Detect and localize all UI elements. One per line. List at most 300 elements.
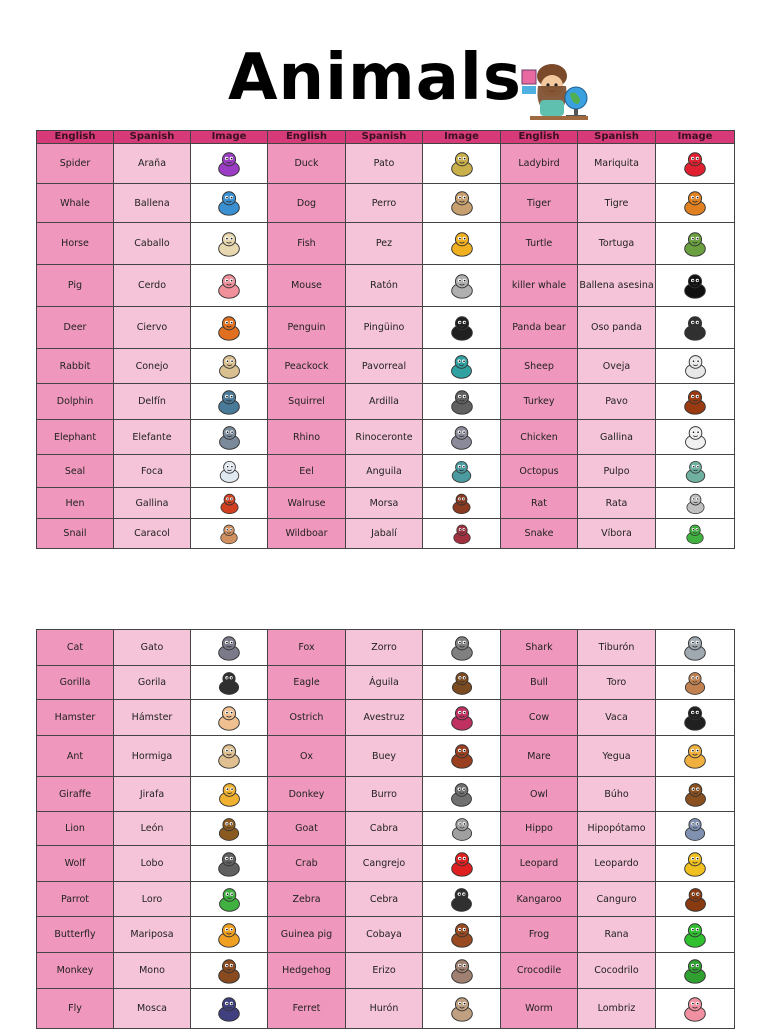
monkey-icon [214, 956, 244, 986]
english-word-bull: Bull [501, 666, 578, 700]
image-cell [423, 736, 501, 777]
english-word-fish: Fish [268, 223, 346, 265]
rabbit-icon [215, 352, 244, 381]
spanish-word-guila: Águila [346, 666, 423, 700]
spanish-word-pato: Pato [346, 144, 423, 184]
chicken-icon [681, 423, 710, 452]
table-row [37, 812, 735, 846]
vocabulary-table-2 [36, 629, 735, 1029]
spanish-word-loro: Loro [114, 882, 191, 917]
image-cell [191, 700, 268, 736]
english-word-panda-bear: Panda bear [501, 307, 578, 349]
image-cell [656, 184, 735, 223]
image-cell [423, 455, 501, 488]
table-row [37, 700, 735, 736]
gorilla-icon [215, 669, 243, 697]
shark-icon [680, 633, 710, 663]
spanish-word-canguro: Canguro [578, 882, 656, 917]
image-cell [191, 666, 268, 700]
table-row [37, 265, 735, 307]
eagle-icon [448, 669, 476, 697]
english-word-giraffe: Giraffe [37, 777, 114, 812]
english-word-eel: Eel [268, 455, 346, 488]
english-word-walruse: Walruse [268, 488, 346, 519]
column-header-english: English [268, 131, 346, 144]
image-cell [423, 184, 501, 223]
panda-icon [680, 313, 710, 343]
hedgehog-icon [447, 956, 477, 986]
english-word-hamster: Hamster [37, 700, 114, 736]
image-cell [191, 882, 268, 917]
image-cell [423, 519, 501, 549]
parrot-icon [215, 885, 244, 914]
spanish-word-tibur-n: Tiburón [578, 630, 656, 666]
image-cell [191, 420, 268, 455]
spanish-word-pez: Pez [346, 223, 423, 265]
english-word-dog: Dog [268, 184, 346, 223]
spanish-word-ping-ino: Pingüino [346, 307, 423, 349]
image-cell [656, 488, 735, 519]
image-cell [423, 812, 501, 846]
bull-icon [681, 669, 709, 697]
spanish-word-mariposa: Mariposa [114, 917, 191, 953]
column-header-image: Image [191, 131, 268, 144]
english-word-kangaroo: Kangaroo [501, 882, 578, 917]
english-word-dolphin: Dolphin [37, 384, 114, 420]
duck-icon [447, 149, 477, 179]
image-cell [656, 953, 735, 989]
hamster-icon [214, 703, 244, 733]
spanish-word-hipop-tamo: Hipopótamo [578, 812, 656, 846]
english-word-leopard: Leopard [501, 846, 578, 882]
page-title: Animals [228, 41, 522, 115]
column-header-image: Image [423, 131, 501, 144]
image-cell [191, 777, 268, 812]
english-word-rat: Rat [501, 488, 578, 519]
tiger-icon [680, 188, 710, 218]
english-word-wildboar: Wildboar [268, 519, 346, 549]
spanish-word-ardilla: Ardilla [346, 384, 423, 420]
image-cell [191, 488, 268, 519]
vocabulary-table-1 [36, 130, 735, 549]
deer-icon [214, 313, 244, 343]
spanish-word-avestruz: Avestruz [346, 700, 423, 736]
owl-icon [681, 780, 710, 809]
turtle-icon [680, 229, 710, 259]
spanish-word-ara-a: Araña [114, 144, 191, 184]
leopard-icon [680, 849, 710, 879]
image-cell [656, 144, 735, 184]
spanish-word-hormiga: Hormiga [114, 736, 191, 777]
table-row [37, 455, 735, 488]
image-cell [423, 777, 501, 812]
english-word-mare: Mare [501, 736, 578, 777]
image-cell [423, 144, 501, 184]
english-word-crocodile: Crocodile [501, 953, 578, 989]
spanish-word-cangrejo: Cangrejo [346, 846, 423, 882]
english-word-deer: Deer [37, 307, 114, 349]
image-cell [656, 736, 735, 777]
english-word-lion: Lion [37, 812, 114, 846]
fish-icon [447, 229, 477, 259]
english-word-ladybird: Ladybird [501, 144, 578, 184]
spanish-word-oso-panda: Oso panda [578, 307, 656, 349]
killer-whale-icon [680, 271, 710, 301]
raccoon-icon [447, 633, 477, 663]
image-cell [191, 989, 268, 1029]
sheep-icon [681, 352, 710, 381]
column-header-spanish: Spanish [114, 131, 191, 144]
eel-icon [448, 458, 475, 485]
image-cell [423, 630, 501, 666]
spanish-word-erizo: Erizo [346, 953, 423, 989]
octopus-icon [682, 458, 709, 485]
english-word-killer-whale: killer whale [501, 265, 578, 307]
english-word-frog: Frog [501, 917, 578, 953]
image-cell [191, 223, 268, 265]
rat-icon [683, 491, 708, 516]
spanish-word-v-bora: Víbora [578, 519, 656, 549]
spanish-word-vaca: Vaca [578, 700, 656, 736]
table-row [37, 307, 735, 349]
crocodile-icon [680, 956, 710, 986]
image-cell [423, 953, 501, 989]
mare-icon [680, 741, 710, 771]
spanish-word-rana: Rana [578, 917, 656, 953]
teacher-globe-icon [520, 56, 590, 126]
elephant-icon [215, 423, 244, 452]
donkey-icon [447, 780, 476, 809]
english-word-parrot: Parrot [37, 882, 114, 917]
spanish-word-conejo: Conejo [114, 349, 191, 384]
image-cell [191, 349, 268, 384]
spanish-word-mariquita: Mariquita [578, 144, 656, 184]
giraffe-icon [215, 780, 244, 809]
spanish-word-leopardo: Leopardo [578, 846, 656, 882]
ladybird-icon [680, 149, 710, 179]
image-cell [656, 777, 735, 812]
guinea-pig-icon [447, 920, 477, 950]
english-word-mouse: Mouse [268, 265, 346, 307]
image-cell [656, 846, 735, 882]
table-row [37, 666, 735, 700]
english-word-fly: Fly [37, 989, 114, 1029]
spanish-word-mosca: Mosca [114, 989, 191, 1029]
image-cell [656, 666, 735, 700]
english-word-butterfly: Butterfly [37, 917, 114, 953]
image-cell [423, 223, 501, 265]
image-cell [423, 989, 501, 1029]
image-cell [423, 666, 501, 700]
image-cell [191, 265, 268, 307]
spanish-word-lobo: Lobo [114, 846, 191, 882]
english-word-duck: Duck [268, 144, 346, 184]
cat-icon [214, 633, 244, 663]
english-word-ferret: Ferret [268, 989, 346, 1029]
image-cell [423, 420, 501, 455]
english-word-fox: Fox [268, 630, 346, 666]
spanish-word-cerdo: Cerdo [114, 265, 191, 307]
image-cell [423, 917, 501, 953]
fly-icon [214, 994, 244, 1024]
cow-icon [680, 703, 710, 733]
image-cell [423, 700, 501, 736]
spanish-word-anguila: Anguila [346, 455, 423, 488]
image-cell [423, 307, 501, 349]
english-word-chicken: Chicken [501, 420, 578, 455]
image-cell [656, 917, 735, 953]
snake-icon [683, 522, 707, 546]
image-cell [191, 184, 268, 223]
english-word-shark: Shark [501, 630, 578, 666]
worm-icon [680, 994, 710, 1024]
english-word-gorilla: Gorilla [37, 666, 114, 700]
english-word-hen: Hen [37, 488, 114, 519]
spanish-word-b-ho: Búho [578, 777, 656, 812]
table-header-row [37, 131, 735, 144]
ant-icon [214, 741, 244, 771]
english-word-horse: Horse [37, 223, 114, 265]
squirrel-icon [447, 387, 477, 417]
zebra-icon [447, 885, 476, 914]
spanish-word-zorro: Zorro [346, 630, 423, 666]
table-row [37, 488, 735, 519]
spanish-word-jabal: Jabalí [346, 519, 423, 549]
mouse-icon [447, 271, 477, 301]
crab-icon [447, 849, 477, 879]
table-row [37, 777, 735, 812]
english-word-goat: Goat [268, 812, 346, 846]
spanish-word-toro: Toro [578, 666, 656, 700]
spanish-word-mono: Mono [114, 953, 191, 989]
image-cell [656, 812, 735, 846]
image-cell [656, 265, 735, 307]
english-word-rabbit: Rabbit [37, 349, 114, 384]
hippo-icon [681, 815, 709, 843]
spanish-word-gorila: Gorila [114, 666, 191, 700]
image-cell [423, 349, 501, 384]
table-body [37, 630, 735, 1029]
spanish-word-hur-n: Hurón [346, 989, 423, 1029]
image-cell [191, 307, 268, 349]
image-cell [656, 420, 735, 455]
image-cell [656, 700, 735, 736]
table-row [37, 420, 735, 455]
wolf-icon [214, 849, 244, 879]
english-word-monkey: Monkey [37, 953, 114, 989]
spanish-word-rat-n: Ratón [346, 265, 423, 307]
column-header-english: English [501, 131, 578, 144]
image-cell [423, 882, 501, 917]
spanish-word-buey: Buey [346, 736, 423, 777]
image-cell [191, 953, 268, 989]
table-row [37, 384, 735, 420]
image-cell [191, 812, 268, 846]
spanish-word-caballo: Caballo [114, 223, 191, 265]
ferret-icon [447, 994, 477, 1024]
spanish-word-ballena-asesina: Ballena asesina [578, 265, 656, 307]
table-row [37, 882, 735, 917]
english-word-worm: Worm [501, 989, 578, 1029]
column-header-english: English [37, 131, 114, 144]
spanish-word-pavo: Pavo [578, 384, 656, 420]
spanish-word-rata: Rata [578, 488, 656, 519]
image-cell [191, 736, 268, 777]
image-cell [423, 265, 501, 307]
goat-icon [448, 815, 476, 843]
image-cell [656, 349, 735, 384]
spanish-word-tigre: Tigre [578, 184, 656, 223]
title-area [0, 38, 768, 118]
column-header-spanish: Spanish [578, 131, 656, 144]
image-cell [423, 488, 501, 519]
english-word-guinea-pig: Guinea pig [268, 917, 346, 953]
english-word-owl: Owl [501, 777, 578, 812]
english-word-spider: Spider [37, 144, 114, 184]
spanish-word-cocodrilo: Cocodrilo [578, 953, 656, 989]
spanish-word-cabra: Cabra [346, 812, 423, 846]
butterfly-icon [214, 920, 244, 950]
table-row [37, 846, 735, 882]
image-cell [656, 223, 735, 265]
spanish-word-elefante: Elefante [114, 420, 191, 455]
table-row [37, 223, 735, 265]
horse-icon [214, 229, 244, 259]
english-word-sheep: Sheep [501, 349, 578, 384]
snail-icon [217, 522, 241, 546]
table-row [37, 917, 735, 953]
english-word-penguin: Penguin [268, 307, 346, 349]
table-body [37, 144, 735, 549]
english-word-turkey: Turkey [501, 384, 578, 420]
image-cell [191, 630, 268, 666]
table-row [37, 349, 735, 384]
spanish-word-rinoceronte: Rinoceronte [346, 420, 423, 455]
spanish-word-lombriz: Lombriz [578, 989, 656, 1029]
english-word-donkey: Donkey [268, 777, 346, 812]
english-word-hedgehog: Hedgehog [268, 953, 346, 989]
table-row [37, 519, 735, 549]
spanish-word-delf-n: Delfín [114, 384, 191, 420]
table-row [37, 144, 735, 184]
english-word-tiger: Tiger [501, 184, 578, 223]
english-word-ant: Ant [37, 736, 114, 777]
kangaroo-icon [681, 885, 710, 914]
english-word-hippo: Hippo [501, 812, 578, 846]
spanish-word-le-n: León [114, 812, 191, 846]
pig-icon [214, 271, 244, 301]
spanish-word-yegua: Yegua [578, 736, 656, 777]
whale-icon [214, 188, 244, 218]
english-word-eagle: Eagle [268, 666, 346, 700]
ostrich-icon [447, 703, 477, 733]
english-word-seal: Seal [37, 455, 114, 488]
spanish-word-tortuga: Tortuga [578, 223, 656, 265]
english-word-pig: Pig [37, 265, 114, 307]
table-row [37, 953, 735, 989]
spanish-word-gallina: Gallina [114, 488, 191, 519]
english-word-rhino: Rhino [268, 420, 346, 455]
spanish-word-ballena: Ballena [114, 184, 191, 223]
english-word-snake: Snake [501, 519, 578, 549]
table-row [37, 184, 735, 223]
dolphin-icon [214, 387, 244, 417]
spanish-word-gato: Gato [114, 630, 191, 666]
lion-icon [215, 815, 243, 843]
english-word-cow: Cow [501, 700, 578, 736]
image-cell [423, 846, 501, 882]
spanish-word-ciervo: Ciervo [114, 307, 191, 349]
spanish-word-cebra: Cebra [346, 882, 423, 917]
table-row [37, 989, 735, 1029]
spanish-word-foca: Foca [114, 455, 191, 488]
dog-icon [447, 188, 477, 218]
image-cell [656, 989, 735, 1029]
frog-icon [680, 920, 710, 950]
english-word-octopus: Octopus [501, 455, 578, 488]
table-row [37, 630, 735, 666]
spanish-word-oveja: Oveja [578, 349, 656, 384]
image-cell [191, 519, 268, 549]
rhino-icon [447, 423, 476, 452]
image-cell [656, 384, 735, 420]
spanish-word-caracol: Caracol [114, 519, 191, 549]
image-cell [656, 307, 735, 349]
image-cell [191, 384, 268, 420]
hen-icon [217, 491, 242, 516]
spanish-word-gallina: Gallina [578, 420, 656, 455]
walrus-icon [449, 491, 474, 516]
english-word-wolf: Wolf [37, 846, 114, 882]
english-word-elephant: Elephant [37, 420, 114, 455]
ox-icon [447, 741, 477, 771]
image-cell [423, 384, 501, 420]
spanish-word-cobaya: Cobaya [346, 917, 423, 953]
image-cell [191, 455, 268, 488]
spanish-word-pulpo: Pulpo [578, 455, 656, 488]
english-word-squirrel: Squirrel [268, 384, 346, 420]
spider-icon [214, 149, 244, 179]
spanish-word-jirafa: Jirafa [114, 777, 191, 812]
spanish-word-perro: Perro [346, 184, 423, 223]
image-cell [656, 519, 735, 549]
wildboar-icon [450, 522, 474, 546]
image-cell [656, 455, 735, 488]
english-word-ox: Ox [268, 736, 346, 777]
spanish-word-morsa: Morsa [346, 488, 423, 519]
image-cell [191, 917, 268, 953]
spanish-word-h-mster: Hámster [114, 700, 191, 736]
peacock-icon [447, 352, 476, 381]
english-word-cat: Cat [37, 630, 114, 666]
spanish-word-pavorreal: Pavorreal [346, 349, 423, 384]
turkey-icon [680, 387, 710, 417]
column-header-image: Image [656, 131, 735, 144]
image-cell [191, 144, 268, 184]
penguin-icon [447, 313, 477, 343]
english-word-ostrich: Ostrich [268, 700, 346, 736]
image-cell [191, 846, 268, 882]
english-word-peackock: Peackock [268, 349, 346, 384]
spanish-word-burro: Burro [346, 777, 423, 812]
english-word-zebra: Zebra [268, 882, 346, 917]
english-word-crab: Crab [268, 846, 346, 882]
english-word-turtle: Turtle [501, 223, 578, 265]
image-cell [656, 630, 735, 666]
english-word-snail: Snail [37, 519, 114, 549]
seal-icon [216, 458, 243, 485]
column-header-spanish: Spanish [346, 131, 423, 144]
